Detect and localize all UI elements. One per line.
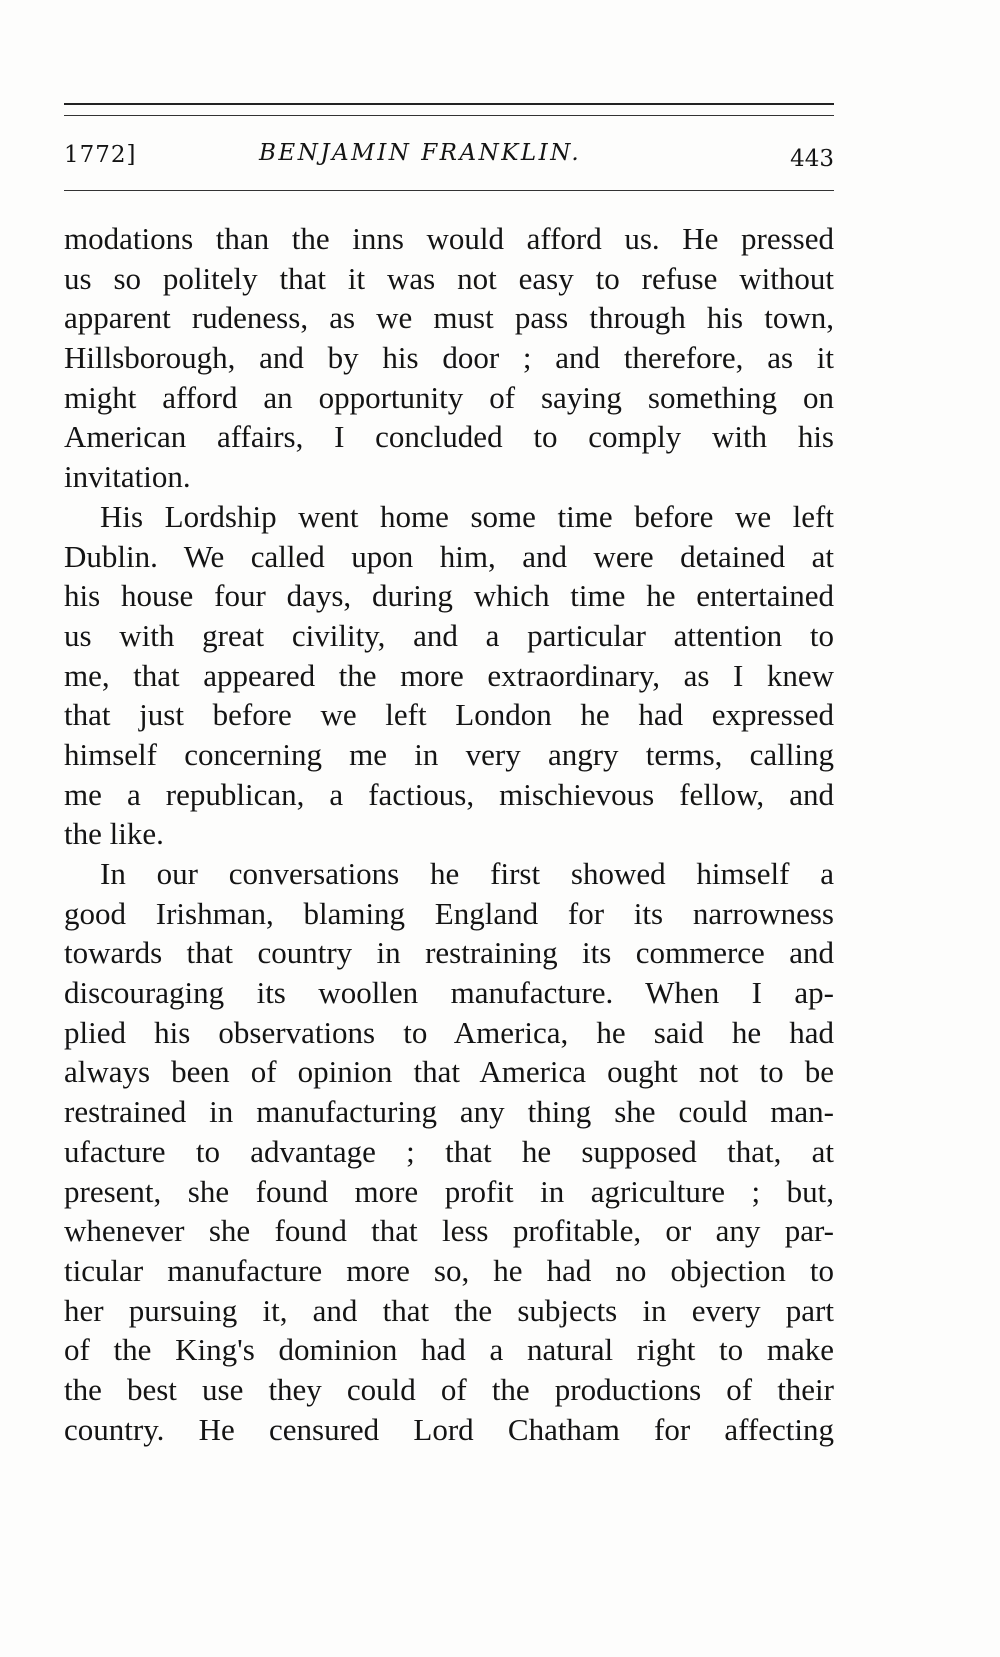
text-line: ticular manufacture more so, he had no objection to: [64, 1252, 834, 1288]
text-line: discouraging its woollen manufacture. When I ap-: [64, 975, 834, 1011]
text-line: me a republican, a factious, mischievous fellow, and: [64, 776, 834, 812]
running-header: [64, 136, 834, 172]
text-line: us so politely that it was not easy to refuse without: [64, 260, 834, 296]
text-line: the like.: [64, 816, 164, 852]
text-line: modations than the inns would afford us. He pressed: [64, 221, 834, 256]
text-line: the best use they could of the productions of their: [64, 1371, 834, 1407]
header-rule: [64, 190, 834, 191]
text-line: towards that country in restraining its commerce and: [64, 935, 834, 971]
text-line: of the King's dominion had a natural right to make: [64, 1332, 834, 1368]
text-line: himself concerning me in very angry terms, calling: [64, 736, 834, 772]
text-line: invitation.: [64, 459, 191, 495]
text-line: always been of opinion that America ought not to be: [64, 1054, 834, 1090]
text-line: present, she found more profit in agriculture ; but,: [64, 1173, 834, 1209]
text-line: her pursuing it, and that the subjects in every part: [64, 1292, 834, 1328]
text-line: In our conversations he first showed himself a: [100, 856, 834, 891]
text-line: might afford an opportunity of saying something on: [64, 379, 834, 415]
text-line: His Lordship went home some time before we left: [100, 498, 834, 534]
header-year: 1772]: [64, 142, 137, 168]
top-rule: [64, 103, 834, 105]
body-text: [64, 219, 834, 1449]
text-line: ufacture to advantage ; that he supposed that, at: [64, 1133, 834, 1169]
text-line: whenever she found that less profitable, or any par-: [64, 1213, 834, 1249]
text-line: us with great civility, and a particular attention to: [64, 617, 834, 653]
text-line: American affairs, I concluded to comply with his: [64, 419, 834, 455]
text-line: apparent rudeness, as we must pass through his town,: [64, 300, 834, 336]
text-line: Hillsborough, and by his door ; and therefore, as it: [64, 340, 834, 376]
text-line: me, that appeared the more extraordinary, as I knew: [64, 657, 834, 693]
text-line: plied his observations to America, he said he had: [64, 1014, 834, 1050]
page-number: 443: [790, 146, 834, 172]
running-title: BENJAMIN FRANKLIN.: [259, 140, 582, 166]
text-line: that just before we left London he had expressed: [64, 697, 834, 733]
text-line: his house four days, during which time he entertained: [64, 578, 834, 614]
text-line: country. He censured Lord Chatham for affecting: [64, 1411, 834, 1447]
top-rule-thin: [64, 115, 834, 116]
text-line: good Irishman, blaming England for its narrowness: [64, 895, 834, 931]
text-line: Dublin. We called upon him, and were detained at: [64, 538, 834, 574]
text-line: restrained in manufacturing any thing she could man-: [64, 1094, 834, 1130]
